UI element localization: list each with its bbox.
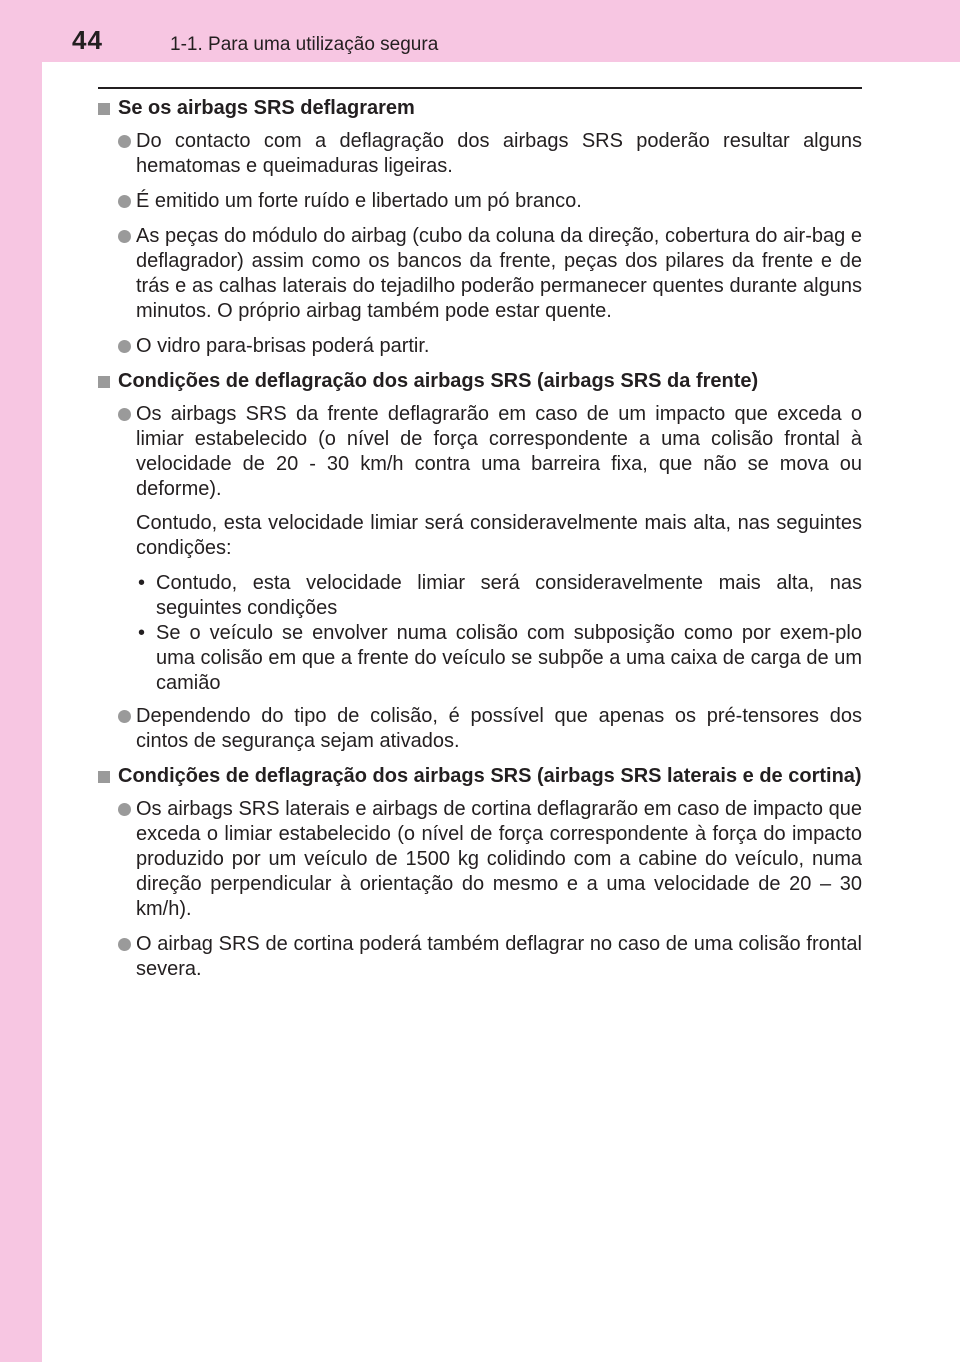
bullet-text: O airbag SRS de cortina poderá também deflagrar no caso de uma colisão frontal severa. (136, 933, 862, 980)
bullet-text: Dependendo do tipo de colisão, é possível que apenas os pré-tensores dos cintos de segurança sejam ativados. (136, 705, 862, 752)
square-bullet-icon (98, 771, 110, 783)
bullet-text: Do contacto com a deflagração dos airbags SRS poderão resultar alguns hematomas e queimaduras ligeiras. (136, 130, 862, 177)
header-divider (98, 87, 862, 89)
section-title-text: Se os airbags SRS deflagrarem (118, 97, 415, 119)
sub-list-item (98, 621, 862, 696)
body-paragraph: Contudo, esta velocidade limiar será consideravelmente mais alta, nas seguintes condições: (136, 512, 862, 559)
bullet-item (98, 932, 862, 982)
bullet-text: Os airbags SRS da frente deflagrarão em caso de um impacto que exceda o limiar estabelecido (o nível de força correspondente a uma colisão frontal à velocidade de 20 - 30 km/h contra uma barreira fixa, que não se mova ou deforme). (136, 403, 862, 500)
circle-bullet-icon (118, 340, 131, 353)
chapter-title: 1-1. Para uma utilização segura (170, 34, 439, 55)
sub-list (98, 571, 862, 696)
sub-list-text: Se o veículo se envolver numa colisão com subposição como por exem-plo uma colisão em que a frente do veículo se subpõe a uma caixa de carga de um camião (156, 622, 862, 694)
bullet-item (98, 189, 862, 214)
circle-bullet-icon (118, 135, 131, 148)
circle-bullet-icon (118, 195, 131, 208)
page-content (98, 96, 862, 992)
circle-bullet-icon (118, 938, 131, 951)
section-title (98, 96, 862, 121)
circle-bullet-icon (118, 408, 131, 421)
dot-marker-icon: • (138, 622, 146, 644)
section-title-text: Condições de deflagração dos airbags SRS (airbags SRS da frente) (118, 370, 759, 392)
bullet-item (98, 129, 862, 179)
square-bullet-icon (98, 376, 110, 388)
section-title-text: Condições de deflagração dos airbags SRS (airbags SRS laterais e de cortina) (118, 765, 862, 787)
bullet-item (98, 334, 862, 359)
section-title (98, 764, 862, 789)
square-bullet-icon (98, 103, 110, 115)
section-title (98, 369, 862, 394)
sub-list-text: Contudo, esta velocidade limiar será consideravelmente mais alta, nas seguintes condições (156, 572, 862, 619)
circle-bullet-icon (118, 710, 131, 723)
bullet-item (98, 704, 862, 754)
sub-list-item (98, 571, 862, 621)
bullet-text: Os airbags SRS laterais e airbags de cortina deflagrarão em caso de impacto que exceda o limiar estabelecido (o nível de força correspondente à força do impacto produzido por um veículo de 1500 kg colidindo com a cabine do veículo, numa direção perpendicular à orientação do mesmo e a uma velocidade de 20 – 30 km/h). (136, 798, 862, 920)
page-number: 44 (72, 25, 103, 55)
bullet-text: É emitido um forte ruído e libertado um pó branco. (136, 190, 582, 212)
circle-bullet-icon (118, 230, 131, 243)
dot-marker-icon: • (138, 572, 146, 594)
bullet-text: O vidro para-brisas poderá partir. (136, 335, 430, 357)
bullet-text: As peças do módulo do airbag (cubo da coluna da direção, cobertura do air-bag e deflagrador) assim como os bancos da frente, peças dos pilares da frente e de trás e as calhas laterais do tejadilho poderão permanecer quentes durante alguns minutos. O próprio airbag também pode estar quente. (136, 225, 862, 322)
circle-bullet-icon (118, 803, 131, 816)
bullet-item (98, 402, 862, 502)
bullet-item (98, 224, 862, 324)
bullet-item (98, 797, 862, 922)
page-side-tab (0, 0, 42, 1362)
